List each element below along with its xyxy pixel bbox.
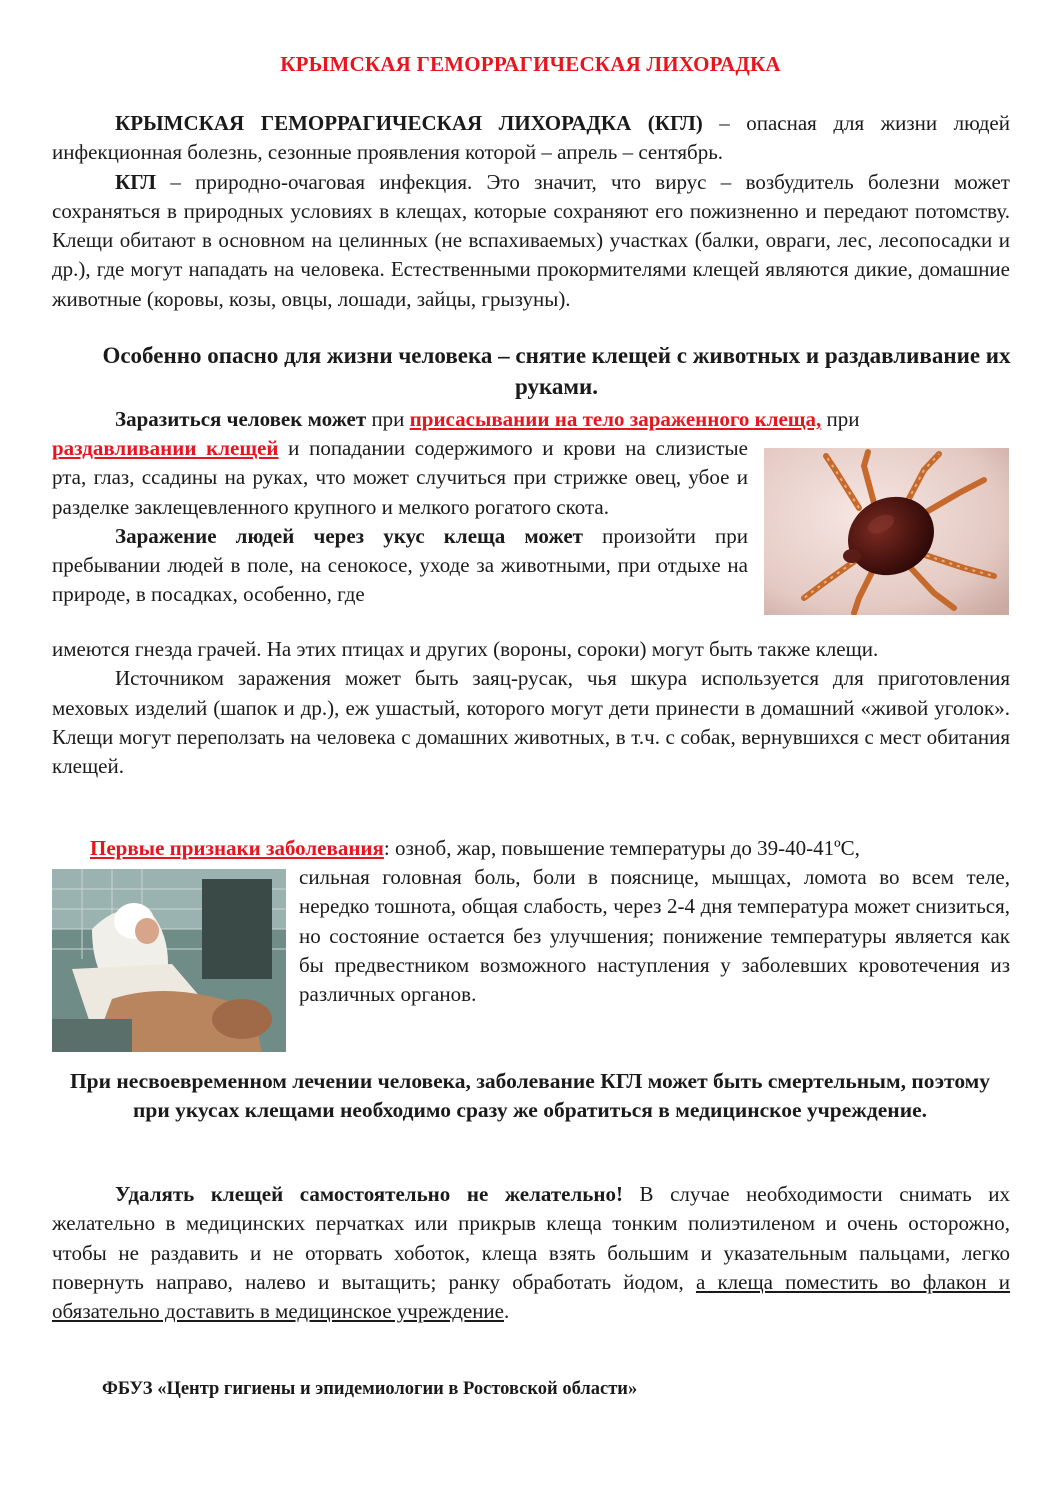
- removal-bold: Удалять клещей самостоятельно не желательно!: [115, 1182, 623, 1206]
- document-title: КРЫМСКАЯ ГЕМОРРАГИЧЕСКАЯ ЛИХОРАДКА: [280, 52, 781, 76]
- infection-crush-text: и попадании содержимого и крови на слизистые рта, глаз, ссадины на руках, что может случиться при стрижке овец, убое и разделке заклещевленного крупного и мелкого рогатого скота.: [52, 436, 748, 519]
- tick-photo: [764, 448, 1009, 615]
- hospital-photo: [52, 869, 286, 1052]
- warning-headline-2: [60, 1067, 1000, 1124]
- tick-illustration: [764, 448, 1009, 615]
- removal-underlined: а клеща поместить во флакон и обязательно доставить в медицинское учреждение: [52, 1269, 1011, 1324]
- infection-lead-line: [52, 405, 1010, 434]
- infection-attach-link: присасывании на тело зараженного клеща,: [409, 407, 822, 431]
- infection-bite-bold: Заражение людей через укус клеща может: [115, 523, 583, 548]
- infection-bite-text: произойти при пребывании людей в поле, на сенокосе, уходе за животными, при отдыхе на природе, в посадках, особенно, где: [52, 523, 748, 607]
- intro-section: [52, 109, 1010, 314]
- hospital-illustration: [52, 869, 286, 1052]
- kgl-abbr: КГЛ: [115, 169, 157, 194]
- symptoms-wrapped-text: сильная головная боль, боли в пояснице, мышцах, ломота во всем теле, нередко тошнота, общая слабость, через 2-4 дня температура может снизиться, но состояние остается без улучшения; понижение температуры является как бы предвестником возможного наступления у заболевших кровотечения из различных органов.: [299, 865, 1010, 1007]
- infection-crush-link: раздавливании клещей: [52, 436, 279, 460]
- footer-organization: ФБУЗ «Центр гигиены и эпидемиологии в Ростовской области»: [102, 1379, 638, 1399]
- intro-paragraph-2-text: – природно-очаговая инфекция. Это значит, что вирус – возбудитель болезни может сохраняться в природных условиях в клещах, которые сохраняют его пожизненно и передают потомству. Клещи обитают в основном на целинных (не вспахиваемых) участках (балки, овраги, лес, лесопосадки и др.), где могут нападать на человека. Естественными прокормителями клещей являются дикие, домашние животные (коровы, козы, овцы, лошади, зайцы, грызуны).: [52, 169, 1010, 311]
- intro-paragraph-1-text: – опасная для жизни людей инфекционная болезнь, сезонные проявления которой – апрель – сентябрь.: [52, 111, 1010, 165]
- infection-bite-paragraph: [52, 522, 748, 610]
- symptoms-label: Первые признаки заболевания: [90, 836, 384, 860]
- infection-bite-continuation: имеются гнезда грачей. На этих птицах и других (вороны, сороки) могут быть также клещи.: [52, 637, 879, 661]
- removal-end: .: [504, 1299, 510, 1324]
- intro-paragraph-1: [52, 109, 1010, 168]
- infection-lead-tail: при: [821, 407, 860, 431]
- infection-source-paragraph: Источником заражения может быть заяц-русак, чья шкура используется для приготовления меховых изделий (шапок и др.), еж ушастый, которого могут дети принести в домашний «живой уголок». Клещи могут переползать на человека с домашних животных, в т.ч. с собак, вернувшихся с мест обитания клещей.: [52, 666, 1010, 779]
- kgl-full-name: КРЫМСКАЯ ГЕМОРРАГИЧЕСКАЯ ЛИХОРАДКА (КГЛ): [115, 111, 703, 135]
- removal-text: В случае необходимости снимать их желательно в медицинских перчатках или прикрыв клеща тонким полиэтиленом и очень осторожно, чтобы не раздавить и не оторвать хоботок, клеща взять большим и указательным пальцами, легко повернуть направо, налево и вытащить; ранку обработать йодом,: [52, 1182, 1010, 1294]
- infection-lead-bold: Заразиться человек может: [115, 407, 367, 431]
- infection-wrapped-text: [52, 434, 748, 610]
- warning-2-text: При несвоевременном лечении человека, заболевание КГЛ может быть смертельным, поэтому при укусах клещами необходимо сразу же обратиться в медицинское учреждение.: [69, 1069, 991, 1122]
- infection-lead-mid: при: [366, 407, 410, 431]
- intro-paragraph-2: [52, 168, 1010, 314]
- infection-continuation: [52, 635, 1010, 781]
- warning-headline-1: Особенно опасно для жизни человека – снятие клещей с животных и раздавливание их руками.: [102, 343, 1011, 399]
- removal-paragraph: [52, 1180, 1010, 1326]
- symptoms-first-line: : озноб, жар, повышение температуры до 39-40-41ºС,: [383, 836, 860, 860]
- symptoms-lead-line: [90, 834, 1010, 863]
- infection-crush-paragraph: [52, 434, 748, 522]
